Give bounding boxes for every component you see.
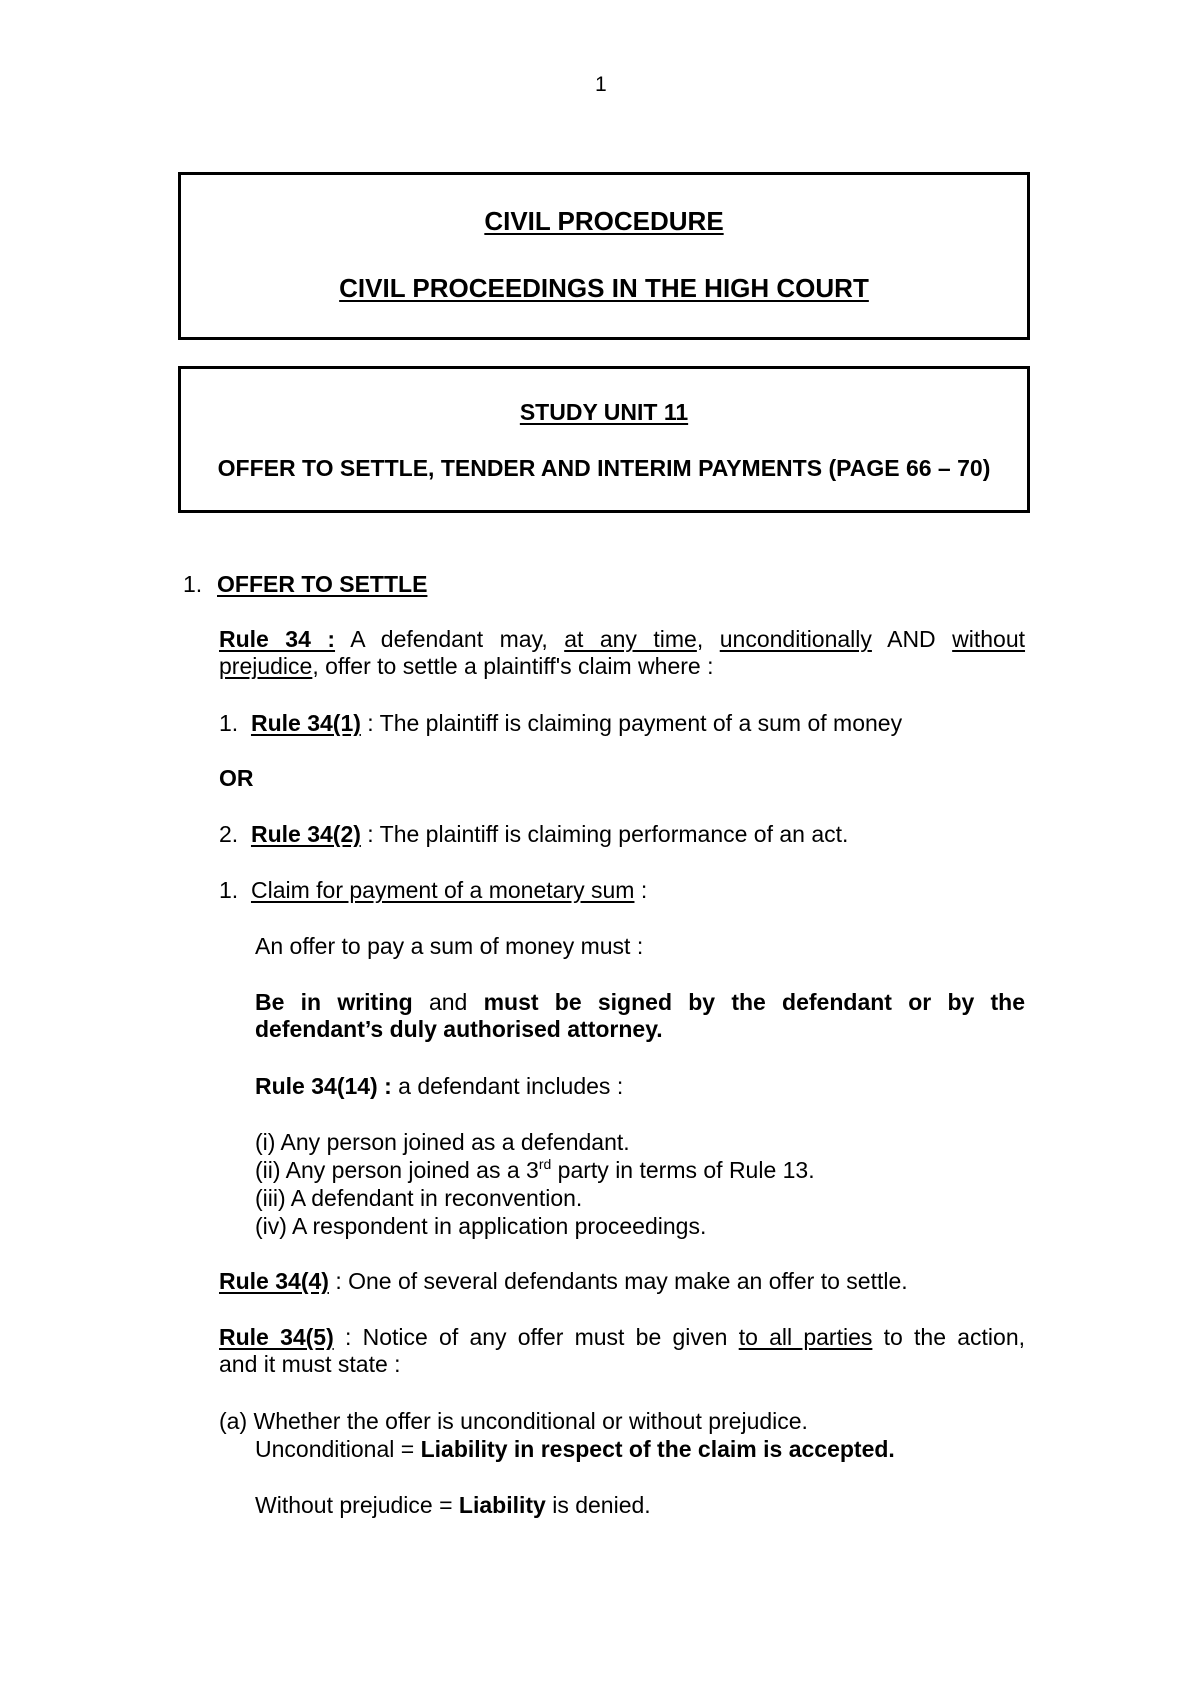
rule34-4-label: Rule 34(4) — [219, 1268, 329, 1294]
item1-number: 1. — [219, 710, 239, 736]
unconditional-bold: Liability in respect of the claim is accepted. — [420, 1436, 895, 1462]
rule34-and: AND — [887, 626, 936, 652]
rule34-5-all-parties: to all parties — [738, 1324, 873, 1350]
or-text: OR — [219, 765, 254, 791]
list-item-ii — [255, 1156, 815, 1183]
item1-label: Rule 34(1) — [250, 710, 361, 736]
writing-line1 — [255, 991, 1025, 1014]
rule34-5-text-2: to the action, — [883, 1324, 1026, 1350]
rule34-5-line1 — [219, 1326, 1025, 1349]
title-box — [178, 172, 1030, 340]
rule34-line2 — [219, 655, 713, 678]
without-prejudice-definition — [255, 1494, 651, 1517]
study-unit-box — [178, 366, 1030, 513]
rule34-prejudice: prejudice — [219, 653, 313, 679]
list-item-iv: (iv) A respondent in application proceedings. — [255, 1213, 707, 1239]
title-line-2: CIVIL PROCEEDINGS IN THE HIGH COURT — [339, 273, 869, 303]
item2 — [219, 823, 848, 846]
offer-intro: An offer to pay a sum of money must : — [255, 933, 644, 959]
rule34-text-2: , offer to settle a plaintiff's claim where : — [312, 653, 714, 679]
rule34-5-line2: and it must state : — [219, 1351, 401, 1377]
rule34-14-text: a defendant includes : — [398, 1073, 624, 1099]
study-unit-title: STUDY UNIT 11 — [519, 399, 689, 425]
study-unit-subtitle: OFFER TO SETTLE, TENDER AND INTERIM PAYMENTS (PAGE 66 – 70) — [217, 455, 991, 481]
rule34-4-text: : One of several defendants may make an offer to settle. — [335, 1268, 908, 1294]
rule34-comma: , — [696, 626, 704, 652]
writing-bold-2: must be signed by the defendant or by the — [483, 989, 1026, 1015]
page-number: 1 — [595, 73, 607, 96]
item-a: (a) Whether the offer is unconditional or without prejudice. — [219, 1408, 808, 1434]
wp-post: is denied. — [545, 1492, 651, 1518]
sub1-number: 1. — [219, 877, 239, 903]
rule34-without: without — [952, 626, 1026, 652]
item2-number: 2. — [219, 821, 239, 847]
rule34-4 — [219, 1270, 908, 1293]
rule34-14-label: Rule 34(14) : — [255, 1073, 392, 1099]
writing-bold-1: Be in writing — [255, 989, 413, 1015]
writing-line2: defendant’s duly authorised attorney. — [255, 1016, 663, 1042]
unconditional-definition — [255, 1438, 895, 1461]
section-number: 1. — [183, 571, 203, 597]
rule34-5-label: Rule 34(5) — [219, 1324, 334, 1350]
item1-text: : The plaintiff is claiming payment of a sum of money — [367, 710, 903, 736]
list-item-ii-pre: (ii) Any person joined as a 3 — [255, 1157, 539, 1183]
wp-pre: Without prejudice = — [255, 1492, 459, 1518]
item2-text: : The plaintiff is claiming performance of an act. — [367, 821, 849, 847]
subheading-monetary-claim — [219, 879, 647, 902]
section-heading: OFFER TO SETTLE — [217, 571, 428, 597]
writing-and: and — [428, 989, 468, 1015]
list-item-i: (i) Any person joined as a defendant. — [255, 1129, 630, 1155]
rule34-14 — [255, 1075, 623, 1098]
list-item-iii: (iii) A defendant in reconvention. — [255, 1185, 583, 1211]
title-line-1: CIVIL PROCEDURE — [484, 206, 724, 236]
rule34-line1 — [219, 628, 1025, 651]
rule34-text-1: A defendant may, — [350, 626, 548, 652]
item2-label: Rule 34(2) — [250, 821, 361, 847]
unconditional-pre: Unconditional = — [255, 1436, 421, 1462]
sub1-colon: : — [640, 877, 648, 903]
sub1-label: Claim for payment of a monetary sum — [250, 877, 635, 903]
rule34-label: Rule 34 : — [219, 626, 336, 652]
list-item-ii-post: party in terms of Rule 13. — [551, 1157, 815, 1183]
rule34-unconditionally: unconditionally — [719, 626, 872, 652]
wp-bold: Liability — [458, 1492, 546, 1518]
rule34-at-any-time: at any time — [564, 626, 697, 652]
item1 — [219, 712, 902, 735]
rule34-5-text-1: : Notice of any offer must be given — [345, 1324, 728, 1350]
list-item-ii-sup: rd — [538, 1156, 552, 1172]
